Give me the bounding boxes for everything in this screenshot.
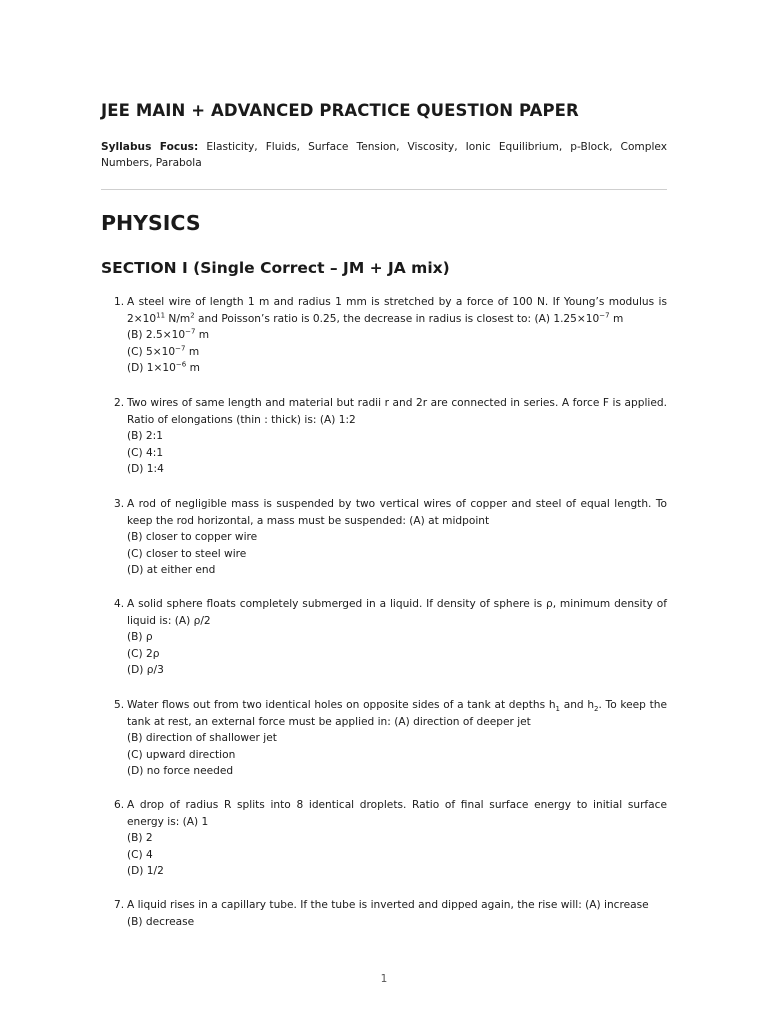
option-b: (B) ρ: [127, 631, 153, 643]
option-d: (D) 1:4: [127, 463, 164, 475]
option-c: (C) upward direction: [127, 748, 236, 761]
option-b: (B) 2:1: [127, 430, 163, 442]
question-1: [114, 294, 667, 377]
paper-title: JEE MAIN + ADVANCED PRACTICE QUESTION PAPER: [101, 101, 579, 120]
stem-text: Water flows out from two identical holes on opposite sides of a tank at depths h: [127, 699, 556, 711]
stem-superscript: 2: [190, 310, 195, 319]
option-c: (C) closer to steel wire: [127, 547, 247, 560]
question-stem: [127, 697, 667, 730]
subject-heading: PHYSICS: [101, 211, 201, 235]
stem-subscript: 1: [555, 705, 561, 714]
syllabus-text: Elasticity, Fluids, Surface Tension, Viscosity, Ionic Equilibrium, p-Block, Complex Numbers, Parabola: [101, 141, 668, 169]
question-stem: A drop of radius R splits into 8 identical droplets. Ratio of final surface energy to initial surface energy is: (A) 1: [127, 799, 667, 828]
option-c: [127, 344, 667, 361]
question-number: 5.: [114, 699, 125, 711]
option-b: (B) decrease: [127, 915, 195, 928]
option-d: (D) no force needed: [127, 765, 234, 777]
question-4: [114, 596, 667, 679]
option-c: (C) 4:1: [127, 446, 164, 459]
option-text: (D) 1×10: [127, 362, 176, 374]
stem-superscript: −7: [599, 310, 610, 319]
question-number: 1.: [114, 296, 125, 308]
question-number: 7.: [114, 899, 125, 911]
option-b: (B) closer to copper wire: [127, 531, 258, 543]
option-d: (D) at either end: [127, 564, 216, 576]
stem-text: A steel wire of length 1 m and radius 1 mm is stretched by a force of 100 N. If Young’s modulus is 2×10: [127, 296, 667, 325]
question-number: 6.: [114, 799, 125, 811]
question-stem: A liquid rises in a capillary tube. If the tube is inverted and dipped again, the rise will: (A) increase: [127, 899, 649, 911]
stem-text: m: [609, 312, 624, 325]
option-superscript: −7: [185, 327, 196, 336]
question-2: [114, 395, 667, 478]
question-7: [114, 897, 667, 930]
option-d: [127, 360, 667, 377]
option-b: (B) direction of shallower jet: [127, 732, 277, 744]
option-unit: m: [195, 329, 210, 341]
stem-text: N/m: [165, 312, 191, 325]
page-number: 1: [380, 973, 388, 985]
question-stem: [127, 294, 667, 327]
section-divider: [101, 189, 667, 190]
question-number: 3.: [114, 498, 125, 510]
question-3: [114, 496, 667, 579]
section-heading: SECTION I (Single Correct – JM + JA mix): [101, 259, 450, 277]
question-6: [114, 797, 667, 880]
option-c: (C) 4: [127, 848, 153, 861]
stem-superscript: 11: [156, 310, 166, 319]
question-stem: Two wires of same length and material but radii r and 2r are connected in series. A force F is applied. Ratio of elongations (thin : thick) is: (A) 1:2: [127, 397, 667, 426]
option-unit: m: [185, 345, 200, 358]
option-superscript: −7: [175, 343, 186, 352]
syllabus-focus: [101, 139, 667, 171]
option-d: (D) 1/2: [127, 865, 164, 877]
option-b: (B) 2: [127, 832, 153, 844]
syllabus-label: Syllabus Focus:: [101, 141, 199, 153]
option-d: (D) ρ/3: [127, 664, 164, 676]
option-c: (C) 2ρ: [127, 647, 160, 660]
stem-subscript: 2: [594, 705, 599, 714]
stem-text: . To keep the tank at rest, an external force must be applied in: (A) direction of deeper jet: [127, 699, 667, 728]
question-stem: A rod of negligible mass is suspended by two vertical wires of copper and steel of equal length. To keep the rod horizontal, a mass must be suspended: (A) at midpoint: [127, 498, 667, 527]
question-number: 2.: [114, 397, 125, 409]
question-stem: A solid sphere floats completely submerged in a liquid. If density of sphere is ρ, minimum density of liquid is: (A) ρ/2: [127, 598, 667, 627]
question-5: [114, 697, 667, 780]
option-text: (C) 5×10: [127, 345, 176, 358]
stem-text: and Poisson’s ratio is 0.25, the decrease in radius is closest to: (A) 1.25×10: [194, 312, 600, 325]
option-superscript: −6: [175, 360, 187, 369]
option-b: [127, 327, 667, 344]
option-unit: m: [186, 362, 200, 374]
stem-text: and h: [560, 699, 595, 711]
option-text: (B) 2.5×10: [127, 329, 186, 341]
question-number: 4.: [114, 598, 125, 610]
